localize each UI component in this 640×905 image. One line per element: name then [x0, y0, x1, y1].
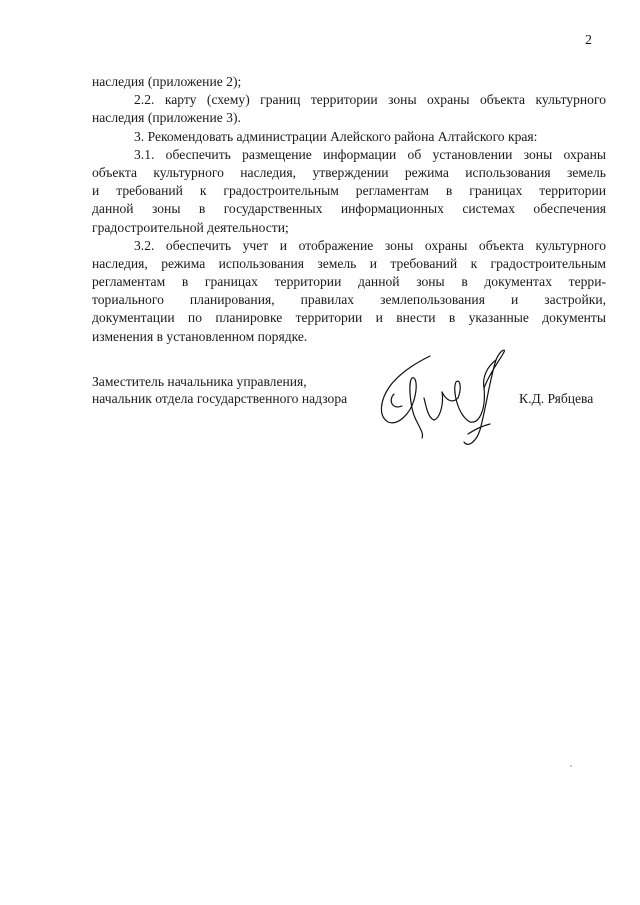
- body-line: изменения в установленном порядке.: [92, 328, 308, 344]
- body-line: наследия, режима использования земель и требований к градостроительным: [92, 255, 606, 271]
- body-line: 3.2. обеспечить учет и отображение зоны охраны объекта культурного: [134, 237, 606, 253]
- document-body: [92, 73, 606, 346]
- body-line: данной зоны в государственных информационных системах обеспечения: [92, 201, 606, 217]
- page-number: 2: [585, 33, 592, 48]
- handwritten-signature: [372, 338, 522, 453]
- body-line: наследия (приложение 3).: [92, 110, 241, 126]
- body-line: объекта культурного наследия, утверждении режима использования земель: [92, 164, 606, 180]
- body-line: ториального планирования, правилах землепользования и застройки,: [92, 292, 606, 308]
- body-line: 2.2. карту (схему) границ территории зоны охраны объекта культурного: [134, 92, 606, 108]
- scan-artifact-dot: [570, 765, 572, 767]
- signatory-name: К.Д. Рябцева: [519, 391, 594, 406]
- body-line: и требований к градостроительным регламентам в границах территории: [92, 183, 606, 199]
- body-line: наследия (приложение 2);: [92, 74, 242, 89]
- body-line: регламентам в границах территории данной зоны в документах терри-: [92, 274, 606, 290]
- signatory-position-line: Заместитель начальника управления,: [92, 374, 307, 389]
- body-line: градостроительной деятельности;: [92, 219, 289, 235]
- signatory-position-line: начальник отдела государственного надзора: [92, 390, 348, 406]
- body-line: 3.1. обеспечить размещение информации об установлении зоны охраны: [134, 146, 606, 162]
- body-line: документации по планировке территории и внести в указанные документы: [92, 310, 606, 326]
- body-line: 3. Рекомендовать администрации Алейского района Алтайского края:: [134, 128, 538, 144]
- signatory-position: [92, 374, 347, 407]
